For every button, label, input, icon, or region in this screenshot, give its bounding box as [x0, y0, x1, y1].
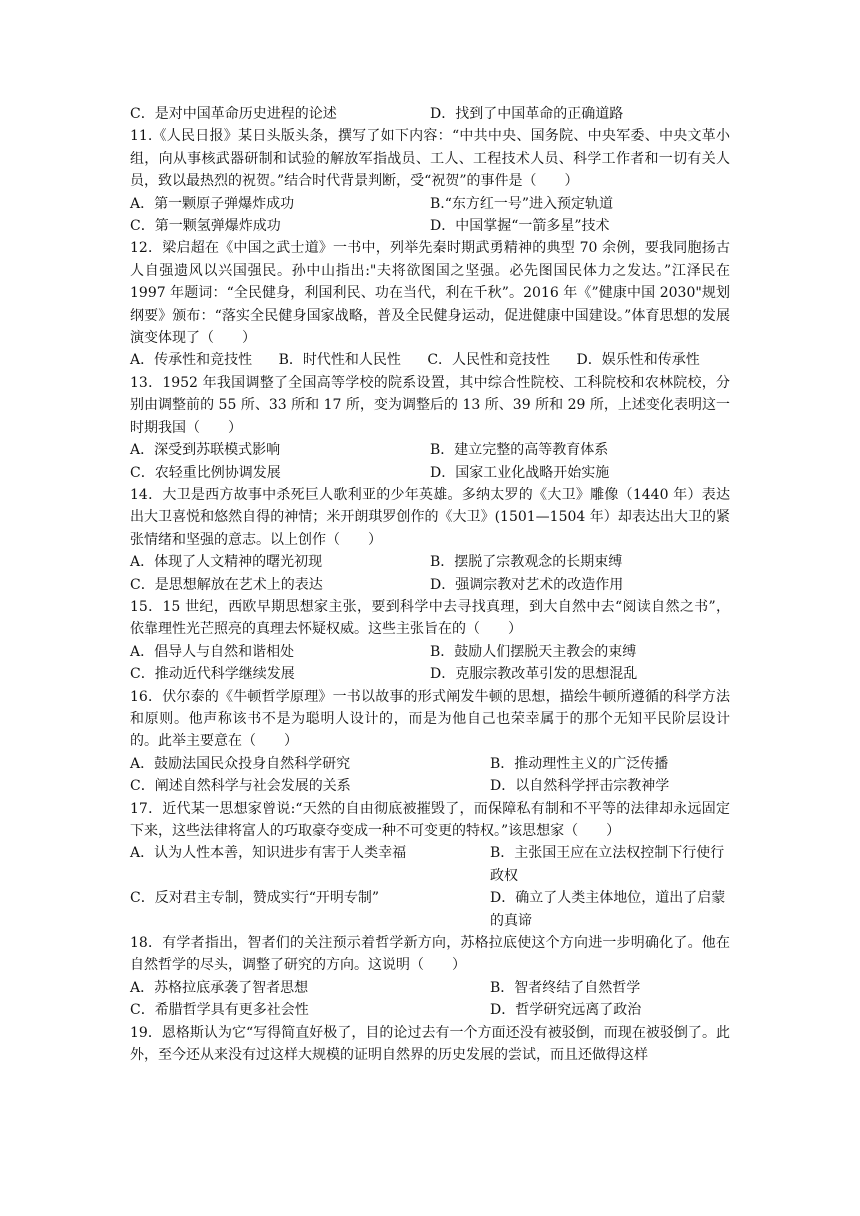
q17-stem: 17．近代某一思想家曾说:“天然的自由彻底被摧毁了，而保障私有制和不平等的法律却永远固定下来，这些法律将富人的巧取豪夺变成一种不可变更的特权。”该思想家（ ） — [130, 800, 730, 839]
q16-option-c[interactable]: C．阐述自然科学与社会发展的关系 — [130, 778, 351, 795]
question-18 — [130, 932, 730, 1022]
q12-option-a[interactable]: A．传承性和竞技性 — [130, 352, 253, 369]
q11-option-b[interactable]: B.“东方红一号”进入预定轨道 — [430, 195, 614, 212]
q14-stem: 14．大卫是西方故事中杀死巨人歌利亚的少年英雄。多纳太罗的《大卫》雕像（1440 年）表达出大卫喜悦和悠然自得的神情；米开朗琪罗创作的《大卫》(1501—1504 年）却表达出大卫的紧张情绪和坚强的意志。以上创作（ ） — [130, 486, 730, 548]
q14-option-d[interactable]: D．强调宗教对艺术的改造作用 — [430, 576, 624, 593]
q17-option-a[interactable]: A．认为人性本善，知识进步有害于人类幸福 — [130, 845, 407, 862]
q12-option-c[interactable]: C．人民性和竞技性 — [427, 352, 551, 369]
q18-option-c[interactable]: C．希腊哲学具有更多社会性 — [130, 1002, 309, 1019]
q18-option-b[interactable]: B．智者终结了自然哲学 — [490, 979, 641, 996]
question-10-tail — [130, 103, 730, 125]
q14-option-b[interactable]: B．摆脱了宗教观念的长期束缚 — [430, 554, 623, 571]
q17-option-b[interactable]: B．主张国王应在立法权控制下行使行政权 — [490, 845, 725, 884]
q13-option-b[interactable]: B．建立完整的高等教育体系 — [430, 442, 609, 459]
q11-option-c[interactable]: C．第一颗氢弹爆炸成功 — [130, 218, 281, 235]
q16-option-d[interactable]: D．以自然科学抨击宗教神学 — [490, 778, 670, 795]
q18-stem: 18．有学者指出，智者们的关注预示着哲学新方向，苏格拉底使这个方向进一步明确化了。他在自然哲学的尽头，调整了研究的方向。这说明（ ） — [130, 935, 730, 974]
question-11 — [130, 125, 730, 237]
q10-option-c[interactable]: C．是对中国革命历史进程的论述 — [130, 106, 337, 122]
question-13 — [130, 372, 730, 484]
q11-stem: 11.《人民日报》某日头版头条，撰写了如下内容：“中共中央、国务院、中央军委、中央文革小组，向从事核武器研制和试验的解放军指战员、工人、工程技术人员、科学工作者和一切有关人员，致以最热烈的祝贺。”结合时代背景判断，受“祝贺”的事件是（ ） — [130, 128, 730, 190]
q12-option-b[interactable]: B．时代性和人民性 — [278, 352, 401, 369]
q11-option-a[interactable]: A．第一颗原子弹爆炸成功 — [130, 195, 295, 212]
q17-option-c[interactable]: C．反对君主专制，赞成实行“开明专制” — [130, 890, 380, 907]
q16-option-b[interactable]: B．推动理性主义的广泛传播 — [490, 755, 669, 772]
question-15 — [130, 596, 730, 686]
q15-option-a[interactable]: A．倡导人与自然和谐相处 — [130, 643, 295, 660]
q12-option-d[interactable]: D．娱乐性和传承性 — [576, 352, 700, 369]
question-12 — [130, 237, 730, 371]
question-16 — [130, 686, 730, 798]
q18-option-a[interactable]: A．苏格拉底承袭了智者思想 — [130, 979, 309, 996]
q14-option-a[interactable]: A．体现了人文精神的曙光初现 — [130, 554, 323, 571]
q15-option-d[interactable]: D．克服宗教改革引发的思想混乱 — [430, 666, 638, 683]
q13-option-a[interactable]: A．深受到苏联模式影响 — [130, 442, 281, 459]
q10-option-d[interactable]: D．找到了中国革命的正确道路 — [430, 106, 624, 122]
q18-option-d[interactable]: D．哲学研究远离了政治 — [490, 1002, 642, 1019]
question-14 — [130, 484, 730, 596]
question-19 — [130, 1022, 730, 1067]
q15-stem: 15．15 世纪，西欧早期思想家主张，要到科学中去寻找真理，到大自然中去“阅读自然之书”，依靠理性光芒照亮的真理去怀疑权威。这些主张旨在的（ ） — [130, 598, 730, 638]
q16-option-a[interactable]: A．鼓励法国民众投身自然科学研究 — [130, 755, 351, 772]
q19-stem: 19．恩格斯认为它“写得简直好极了，目的论过去有一个方面还没有被驳倒，而现在被驳倒了。此外，至今还从来没有过这样大规模的证明自然界的历史发展的尝试，而且还做得这样 — [130, 1024, 730, 1064]
q13-option-d[interactable]: D．国家工业化战略开始实施 — [430, 464, 610, 481]
q13-option-c[interactable]: C．农轻重比例协调发展 — [130, 464, 281, 481]
q17-option-d[interactable]: D．确立了人类主体地位，道出了启蒙的真谛 — [490, 890, 726, 929]
q12-options — [130, 349, 730, 371]
q16-stem: 16．伏尔泰的《牛顿哲学原理》一书以故事的形式阐发牛顿的思想，描绘牛顿所遵循的科学方法和原则。他声称该书不是为聪明人设计的，而是为他自己也荣幸属于的那个无知平民阶层设计的。此举主要意在（ ） — [130, 688, 730, 750]
q15-option-b[interactable]: B．鼓励人们摆脱天主教会的束缚 — [430, 643, 637, 660]
q15-option-c[interactable]: C．推动近代科学继续发展 — [130, 666, 295, 683]
q14-option-c[interactable]: C．是思想解放在艺术上的表达 — [130, 576, 323, 593]
q13-stem: 13．1952 年我国调整了全国高等学校的院系设置，其中综合性院校、工科院校和农林院校，分别由调整前的 55 所、33 所和 17 所，变为调整后的 13 所、39 所和 29 所，上述变化表明这一时期我国（ ） — [130, 374, 730, 436]
q12-stem: 12．梁启超在《中国之武士道》一书中，列举先秦时期武勇精神的典型 70 余例，要我同胞扬古人自强遗风以兴国强民。孙中山指出:"夫将欲图国之坚强。必先图国民体力之发达。”江泽民在 1997 年题词：“全民健身，利国利民、功在当代，利在千秋”。2016 年《”健康中国 2030"规划纲要》颁布：“落实全民健身国家战略，普及全民健身运动，促进健康中国建设。”体育思想的发展演变体现了（ ） — [130, 240, 730, 347]
question-17 — [130, 798, 730, 932]
q11-option-d[interactable]: D．中国掌握“一箭多星”技术 — [430, 218, 610, 235]
